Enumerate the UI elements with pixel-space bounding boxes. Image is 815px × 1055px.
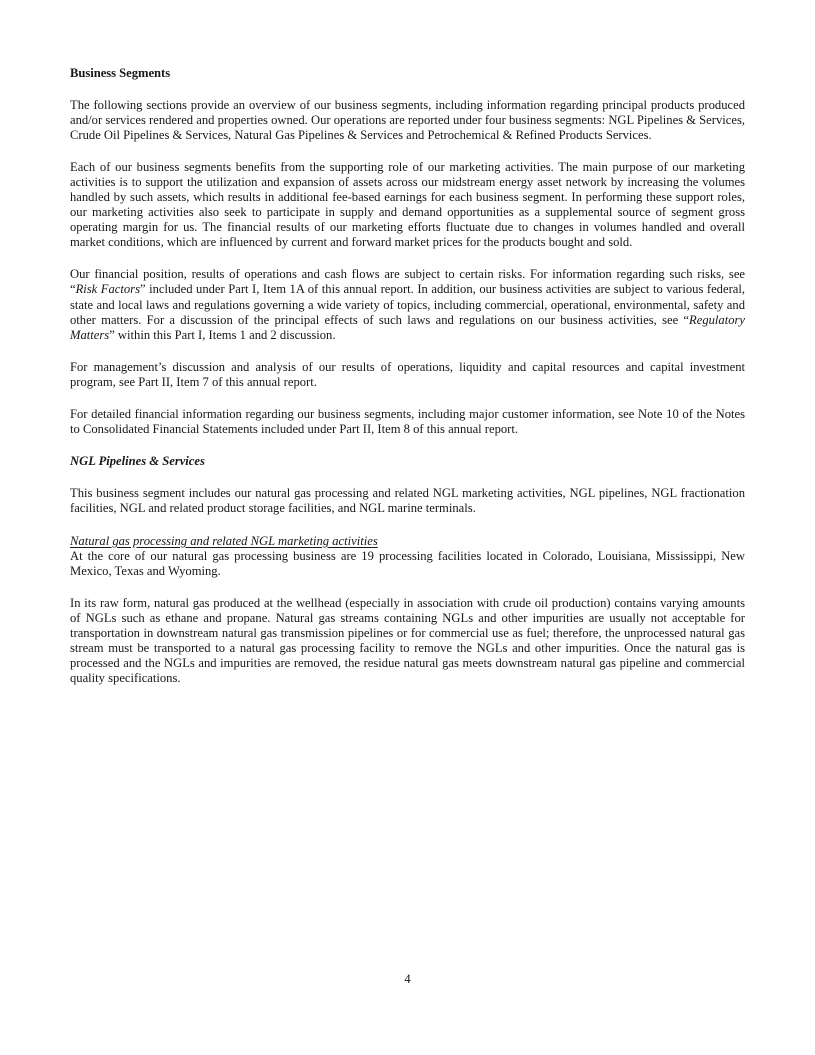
paragraph-raw-form: In its raw form, natural gas produced at the wellhead (especially in association with crude oil production) contains varying amounts of NGLs such as ethane and propane. Natural gas streams containing NGLs and other impurities are usually not acceptable for transportation in downstream natural gas transmission pipelines or for commercial use as fuel; therefore, the unprocessed natural gas stream must be transported to a natural gas processing facility to remove the NGLs and other impurities. Once the natural gas is processed and the NGLs and impurities are removed, the residue natural gas meets downstream natural gas pipeline and commercial quality specifications. (70, 596, 745, 686)
paragraph-risks-part1: Our financial position, results of operations and cash flows are subject to certain risks. For information regarding such risks, see “ (70, 267, 745, 297)
reference-risk-factors: Risk Factors (75, 282, 140, 297)
page-number: 4 (404, 972, 411, 986)
heading-ngl-pipelines-services: NGL Pipelines & Services (70, 453, 205, 468)
paragraph-overview: The following sections provide an overview of our business segments, including information regarding principal products produced and/or services rendered and properties owned. Our operations are reported under four business segments: NGL Pipelines & Services, Crude Oil Pipelines & Services, Natural Gas Pipelines & Services and Petrochemical & Refined Products Services. (70, 98, 745, 143)
reference-regulatory-matters: Regulatory Matters (70, 312, 745, 342)
paragraph-detailed-financial: For detailed financial information regarding our business segments, including major customer information, see Note 10 of the Notes to Consolidated Financial Statements included under Part II, Item 8 of this annual report. (70, 406, 745, 436)
heading-business-segments: Business Segments (70, 66, 171, 80)
document-body (70, 66, 745, 686)
heading-natural-gas-processing: Natural gas processing and related NGL marketing activities (70, 533, 378, 548)
heading-natural-gas-processing-wrap (70, 533, 745, 549)
paragraph-risks-part3: ” within this Part I, Items 1 and 2 discussion. (109, 327, 336, 342)
paragraph-risks-part2: ” included under Part I, Item 1A of this annual report. In addition, our business activities are subject to various federal, state and local laws and regulations governing a wide variety of topics, including commercial, operational, environmental, safety and other matters. For a discussion of the principal effects of such laws and regulations on our business activities, see “ (70, 282, 745, 327)
paragraph-risks (70, 267, 745, 342)
paragraph-mdna: For management’s discussion and analysis of our results of operations, liquidity and capital resources and capital investment program, see Part II, Item 7 of this annual report. (70, 359, 745, 389)
paragraph-marketing-role: Each of our business segments benefits from the supporting role of our marketing activities. The main purpose of our marketing activities is to support the utilization and expansion of assets across our midstream energy asset network by increasing the volumes handled by such assets, which results in additional fee-based earnings for each business segment. In performing these support roles, our marketing activities also seek to participate in supply and demand opportunities as a supplemental source of segment gross operating margin for us. The financial results of our marketing efforts fluctuate due to changes in volumes handled and overall market conditions, which are influenced by current and forward market prices for the products bought and sold. (70, 160, 745, 250)
paragraph-segment-includes: This business segment includes our natural gas processing and related NGL marketing activities, NGL pipelines, NGL fractionation facilities, NGL and related product storage facilities, and NGL marine terminals. (70, 485, 745, 515)
paragraph-processing-facilities: At the core of our natural gas processing business are 19 processing facilities located in Colorado, Louisiana, Mississippi, New Mexico, Texas and Wyoming. (70, 548, 745, 578)
